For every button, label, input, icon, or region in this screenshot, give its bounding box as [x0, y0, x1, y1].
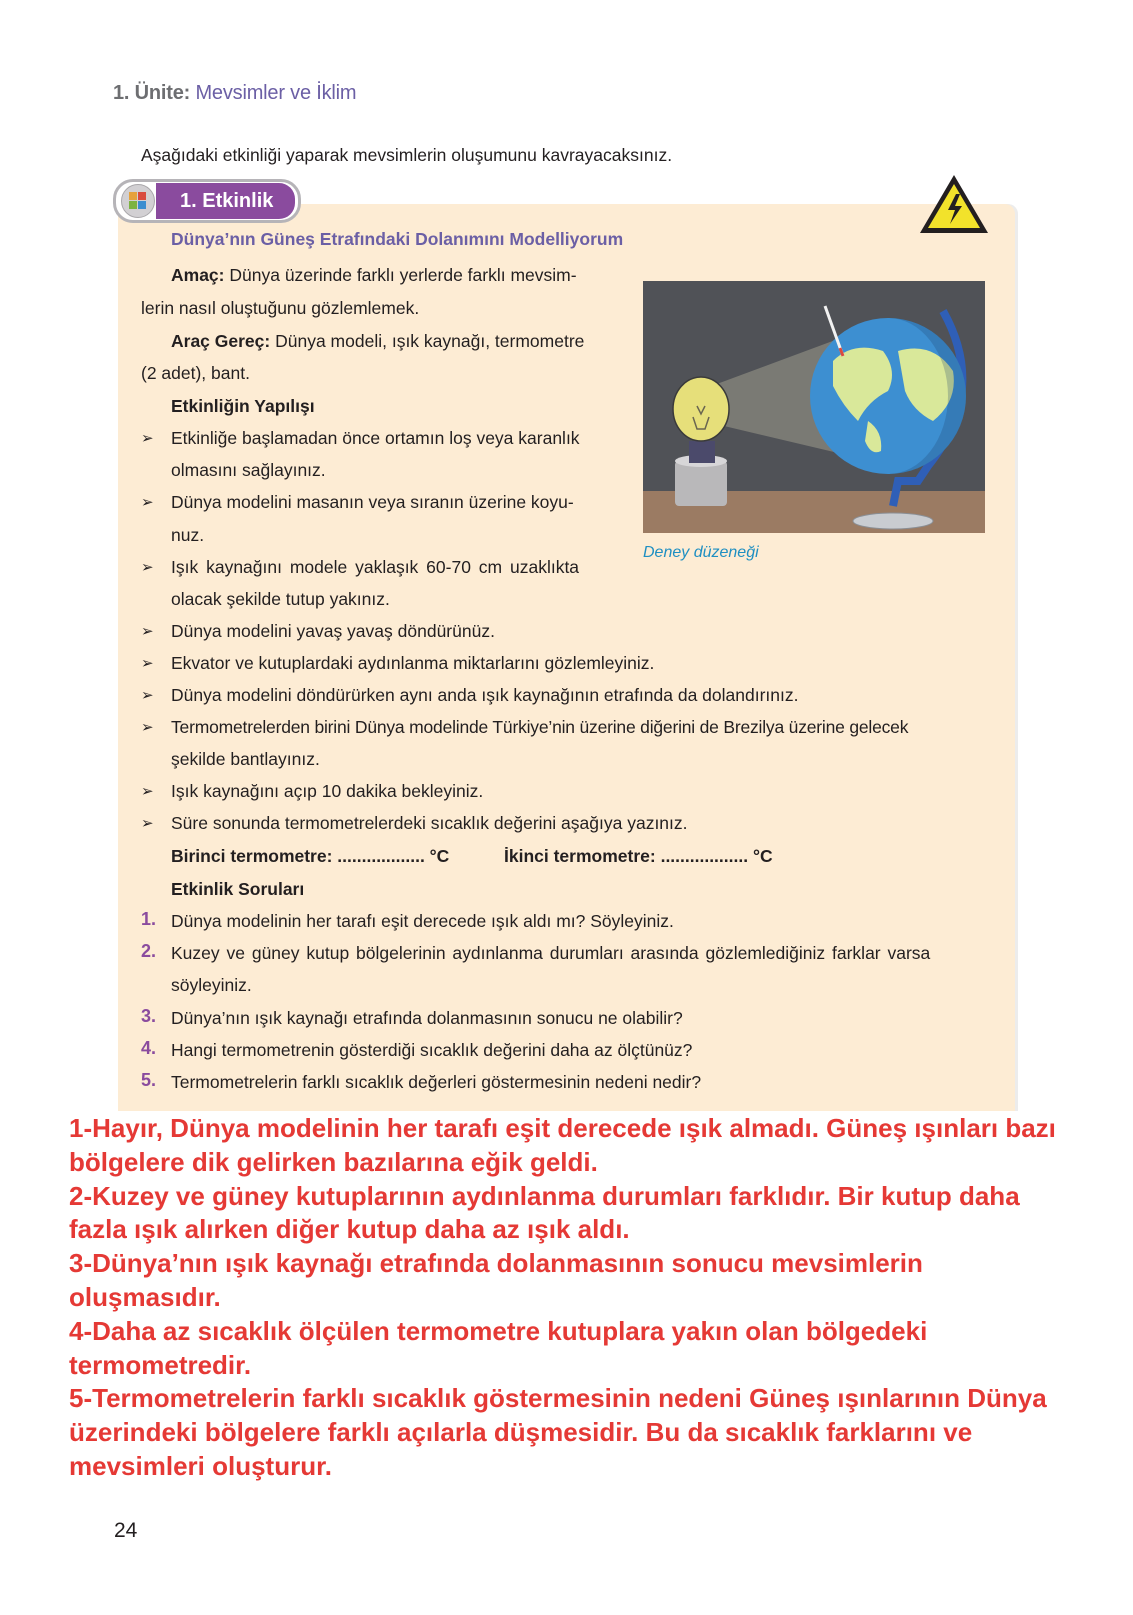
step-7-line-2: şekilde bantlayınız.: [171, 749, 320, 769]
figure-caption: Deney düzeneği: [643, 544, 759, 561]
step-1-line-1: Etkinliğe başlamadan önce ortamın loş veya karanlık: [171, 428, 580, 448]
answer-line: bölgelere dik gelirken bazılarına eğik geldi.: [69, 1146, 598, 1177]
answer-line: oluşmasıdır.: [69, 1281, 221, 1312]
bullet-icon: ➢: [141, 559, 154, 576]
electric-warning-icon: [918, 172, 990, 236]
answer-line: 3-Dünya’nın ışık kaynağı etrafında dolanmasının sonucu mevsimlerin: [69, 1248, 923, 1279]
aim-line-1: [171, 264, 577, 286]
question-4: Hangi termometrenin gösterdiği sıcaklık değerini daha az ölçtünüz?: [171, 1040, 693, 1060]
materials-label: Araç Gereç:: [171, 331, 271, 351]
aim-text-1: Dünya üzerinde farklı yerlerde farklı mevsim-: [229, 265, 577, 285]
question-5: Termometrelerin farklı sıcaklık değerleri göstermesinin nedeni nedir?: [171, 1072, 702, 1092]
question-4-number: 4.: [141, 1038, 157, 1058]
handwritten-answers: [69, 1112, 1079, 1484]
question-2-line-1: Kuzey ve güney kutup bölgelerinin aydınlanma durumları arasında gözlemlediğiniz farklar varsa: [171, 943, 931, 963]
answer-line: 4-Daha az sıcaklık ölçülen termometre kutuplara yakın olan bölgedeki: [69, 1315, 928, 1346]
materials-line-1: [171, 330, 584, 352]
question-2-line-2: söyleyiniz.: [171, 975, 252, 995]
puzzle-icon: [121, 184, 155, 218]
intro-text: Aşağıdaki etkinliği yaparak mevsimlerin oluşumunu kavrayacaksınız.: [141, 145, 673, 165]
answer-line: fazla ışık alırken diğer kutup daha az ışık aldı.: [69, 1214, 630, 1245]
activity-title: Dünya’nın Güneş Etrafındaki Dolanımını Modelliyorum: [171, 229, 624, 249]
step-2-line-1: Dünya modelini masanın veya sıranın üzerine koyu-: [171, 492, 574, 512]
aim-line-2: lerin nasıl oluştuğunu gözlemlemek.: [141, 298, 420, 318]
bullet-icon: ➢: [141, 430, 154, 447]
step-5: Ekvator ve kutuplardaki aydınlanma miktarlarını gözlemleyiniz.: [171, 653, 655, 673]
bullet-icon: ➢: [141, 655, 154, 672]
step-8: Işık kaynağını açıp 10 dakika bekleyiniz.: [171, 781, 484, 801]
answer-line: termometredir.: [69, 1349, 252, 1380]
bullet-icon: ➢: [141, 815, 154, 832]
question-1-number: 1.: [141, 909, 157, 929]
step-4: Dünya modelini yavaş yavaş döndürünüz.: [171, 621, 495, 641]
question-2-number: 2.: [141, 941, 157, 961]
step-7-line-1: Termometrelerden birini Dünya modelinde Türkiye’nin üzerine diğerini de Brezilya üzerine gelecek: [171, 717, 909, 737]
bullet-icon: ➢: [141, 783, 154, 800]
unit-name: Mevsimler ve İklim: [195, 82, 357, 104]
step-1-line-2: olmasını sağlayınız.: [171, 460, 326, 480]
question-3: Dünya’nın ışık kaynağı etrafında dolanmasının sonucu ne olabilir?: [171, 1008, 683, 1028]
answer-line: 5-Termometrelerin farklı sıcaklık göstermesinin nedeni Güneş ışınlarının Dünya: [69, 1383, 1047, 1414]
bullet-icon: ➢: [141, 719, 154, 736]
step-3-line-2: olacak şekilde tutup yakınız.: [171, 589, 390, 609]
activity-tab: [113, 180, 301, 222]
questions-heading: Etkinlik Soruları: [171, 879, 305, 899]
bullet-icon: ➢: [141, 623, 154, 640]
step-6: Dünya modelini döndürürken aynı anda ışık kaynağının etrafında da dolandırınız.: [171, 685, 799, 705]
answer-line: mevsimleri oluşturur.: [69, 1450, 332, 1481]
unit-number: 1. Ünite:: [113, 82, 191, 104]
question-3-number: 3.: [141, 1006, 157, 1026]
step-3-line-1: Işık kaynağını modele yaklaşık 60-70 cm uzaklıkta: [171, 557, 580, 577]
question-5-number: 5.: [141, 1070, 157, 1090]
answer-line: 2-Kuzey ve güney kutuplarının aydınlanma durumları farklıdır. Bir kutup daha: [69, 1180, 1020, 1211]
thermometer-2-field: İkinci termometre: .................. °C: [504, 846, 773, 866]
step-2-line-2: nuz.: [171, 525, 205, 545]
materials-line-2: (2 adet), bant.: [141, 363, 250, 383]
answer-line: üzerindeki bölgelere farklı açılarla düşmesidir. Bu da sıcaklık farklarını ve: [69, 1417, 973, 1448]
page-number: 24: [114, 1519, 138, 1542]
unit-header: [113, 82, 356, 105]
aim-label: Amaç:: [171, 265, 225, 285]
experiment-illustration: [643, 281, 985, 533]
step-9: Süre sonunda termometrelerdeki sıcaklık değerini aşağıya yazınız.: [171, 813, 688, 833]
lamp-and-globe-icon: [643, 281, 985, 533]
materials-text-1: Dünya modeli, ışık kaynağı, termometre: [275, 331, 585, 351]
thermometer-1-field: Birinci termometre: .................. °C: [171, 846, 450, 866]
bullet-icon: ➢: [141, 687, 154, 704]
question-1: Dünya modelinin her tarafı eşit derecede ışık aldı mı? Söyleyiniz.: [171, 911, 674, 931]
bullet-icon: ➢: [141, 494, 154, 511]
activity-tab-label: 1. Etkinlik: [156, 183, 295, 219]
answer-line: 1-Hayır, Dünya modelinin her tarafı eşit derecede ışık almadı. Güneş ışınları bazı: [69, 1113, 1056, 1143]
procedure-heading: Etkinliğin Yapılışı: [171, 396, 315, 416]
